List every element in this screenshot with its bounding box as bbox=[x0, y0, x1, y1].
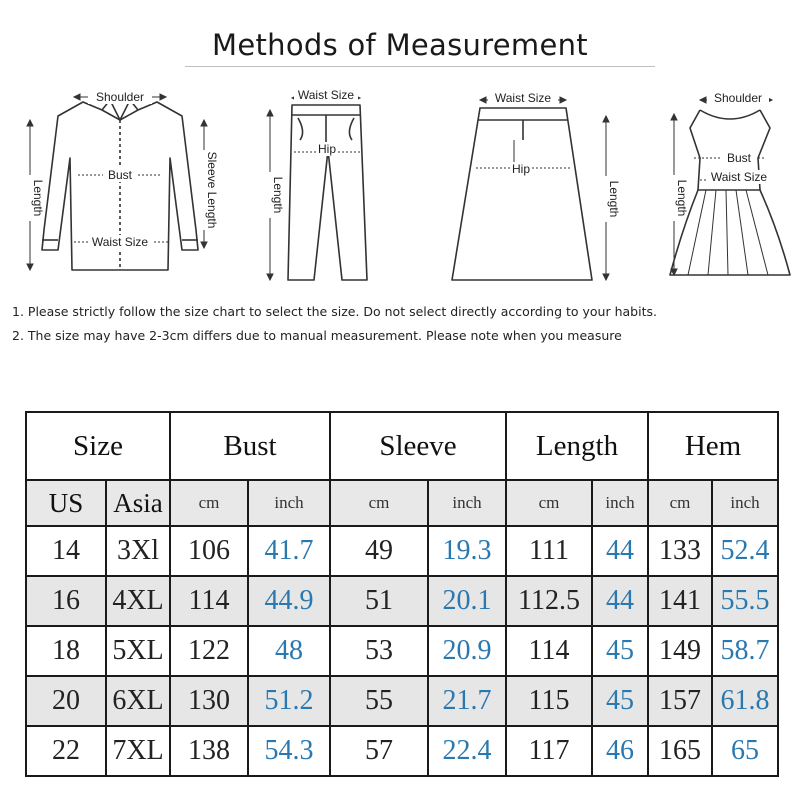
length-inch-cell: 45 bbox=[592, 626, 648, 676]
table-unit-header bbox=[26, 480, 778, 526]
bust-cm-cell: 122 bbox=[170, 626, 248, 676]
sleeve-inch-cell: 21.7 bbox=[428, 676, 506, 726]
sleeve-cm-cell: 53 bbox=[330, 626, 428, 676]
pants-diagram bbox=[250, 80, 380, 290]
hem-cm-cell: 141 bbox=[648, 576, 712, 626]
us-size-cell: 14 bbox=[26, 526, 106, 576]
hem-inch-cell: 65 bbox=[712, 726, 778, 776]
hem-inch-cell: 61.8 bbox=[712, 676, 778, 726]
hem-cm-cell: 157 bbox=[648, 676, 712, 726]
table-row bbox=[26, 576, 778, 626]
length-inch-cell: 45 bbox=[592, 676, 648, 726]
sleeve-inch-cell: 19.3 bbox=[428, 526, 506, 576]
table-row bbox=[26, 626, 778, 676]
shirt-diagram bbox=[18, 80, 218, 280]
dress-diagram bbox=[660, 80, 800, 290]
page-title: Methods of Measurement bbox=[212, 28, 588, 62]
table-row bbox=[26, 726, 778, 776]
skirt-waist-label: Waist Size bbox=[494, 91, 552, 105]
bust-group-header: Bust bbox=[170, 412, 330, 480]
us-header: US bbox=[26, 480, 106, 526]
hem-group-header: Hem bbox=[648, 412, 778, 480]
dress-waist-label: Waist Size bbox=[710, 170, 768, 184]
hem-cm-header: cm bbox=[648, 480, 712, 526]
shirt-waist-label: Waist Size bbox=[91, 235, 149, 249]
table-row bbox=[26, 676, 778, 726]
bust-inch-header: inch bbox=[248, 480, 330, 526]
bust-inch-cell: 54.3 bbox=[248, 726, 330, 776]
us-size-cell: 22 bbox=[26, 726, 106, 776]
title-divider bbox=[185, 66, 655, 67]
bust-inch-cell: 51.2 bbox=[248, 676, 330, 726]
skirt-diagram bbox=[430, 80, 630, 290]
length-cm-header: cm bbox=[506, 480, 592, 526]
bust-cm-cell: 130 bbox=[170, 676, 248, 726]
bust-cm-header: cm bbox=[170, 480, 248, 526]
table-row bbox=[26, 526, 778, 576]
sleeve-cm-cell: 55 bbox=[330, 676, 428, 726]
sleeve-inch-cell: 22.4 bbox=[428, 726, 506, 776]
pants-hip-label: Hip bbox=[317, 142, 337, 156]
bust-inch-cell: 41.7 bbox=[248, 526, 330, 576]
hem-inch-cell: 58.7 bbox=[712, 626, 778, 676]
sleeve-inch-cell: 20.9 bbox=[428, 626, 506, 676]
table-group-header bbox=[26, 412, 778, 480]
pants-length-label: Length bbox=[271, 176, 285, 214]
asia-size-cell: 6XL bbox=[106, 676, 170, 726]
bust-inch-cell: 44.9 bbox=[248, 576, 330, 626]
sleeve-cm-cell: 57 bbox=[330, 726, 428, 776]
dress-shoulder-label: Shoulder bbox=[713, 91, 763, 105]
us-size-cell: 18 bbox=[26, 626, 106, 676]
length-cm-cell: 117 bbox=[506, 726, 592, 776]
length-inch-cell: 46 bbox=[592, 726, 648, 776]
size-group-header: Size bbox=[26, 412, 170, 480]
bust-cm-cell: 138 bbox=[170, 726, 248, 776]
length-inch-cell: 44 bbox=[592, 526, 648, 576]
dress-bust-label: Bust bbox=[726, 151, 752, 165]
length-group-header: Length bbox=[506, 412, 648, 480]
us-size-cell: 16 bbox=[26, 576, 106, 626]
sleeve-group-header: Sleeve bbox=[330, 412, 506, 480]
bust-cm-cell: 106 bbox=[170, 526, 248, 576]
note-1: 1. Please strictly follow the size chart to select the size. Do not select directly according to your habits. bbox=[12, 304, 657, 319]
asia-header: Asia bbox=[106, 480, 170, 526]
sleeve-inch-header: inch bbox=[428, 480, 506, 526]
sleeve-cm-cell: 51 bbox=[330, 576, 428, 626]
hem-inch-cell: 55.5 bbox=[712, 576, 778, 626]
hem-inch-header: inch bbox=[712, 480, 778, 526]
shirt-bust-label: Bust bbox=[107, 168, 133, 182]
length-inch-cell: 44 bbox=[592, 576, 648, 626]
length-inch-header: inch bbox=[592, 480, 648, 526]
hem-cm-cell: 133 bbox=[648, 526, 712, 576]
asia-size-cell: 5XL bbox=[106, 626, 170, 676]
sleeve-inch-cell: 20.1 bbox=[428, 576, 506, 626]
size-chart-table bbox=[25, 411, 779, 777]
skirt-length-label: Length bbox=[607, 180, 621, 218]
pants-waist-label: Waist Size bbox=[297, 88, 355, 102]
shirt-sleeve-label: Sleeve Length bbox=[205, 151, 219, 229]
asia-size-cell: 4XL bbox=[106, 576, 170, 626]
length-cm-cell: 112.5 bbox=[506, 576, 592, 626]
shirt-shoulder-label: Shoulder bbox=[95, 90, 145, 104]
length-cm-cell: 115 bbox=[506, 676, 592, 726]
note-2: 2. The size may have 2-3cm differs due to manual measurement. Please note when you measure bbox=[12, 328, 622, 343]
skirt-hip-label: Hip bbox=[511, 162, 531, 176]
asia-size-cell: 3Xl bbox=[106, 526, 170, 576]
us-size-cell: 20 bbox=[26, 676, 106, 726]
sleeve-cm-cell: 49 bbox=[330, 526, 428, 576]
shirt-length-label: Length bbox=[31, 179, 45, 217]
bust-inch-cell: 48 bbox=[248, 626, 330, 676]
hem-inch-cell: 52.4 bbox=[712, 526, 778, 576]
asia-size-cell: 7XL bbox=[106, 726, 170, 776]
hem-cm-cell: 165 bbox=[648, 726, 712, 776]
hem-cm-cell: 149 bbox=[648, 626, 712, 676]
length-cm-cell: 111 bbox=[506, 526, 592, 576]
bust-cm-cell: 114 bbox=[170, 576, 248, 626]
length-cm-cell: 114 bbox=[506, 626, 592, 676]
sleeve-cm-header: cm bbox=[330, 480, 428, 526]
dress-length-label: Length bbox=[675, 179, 689, 217]
